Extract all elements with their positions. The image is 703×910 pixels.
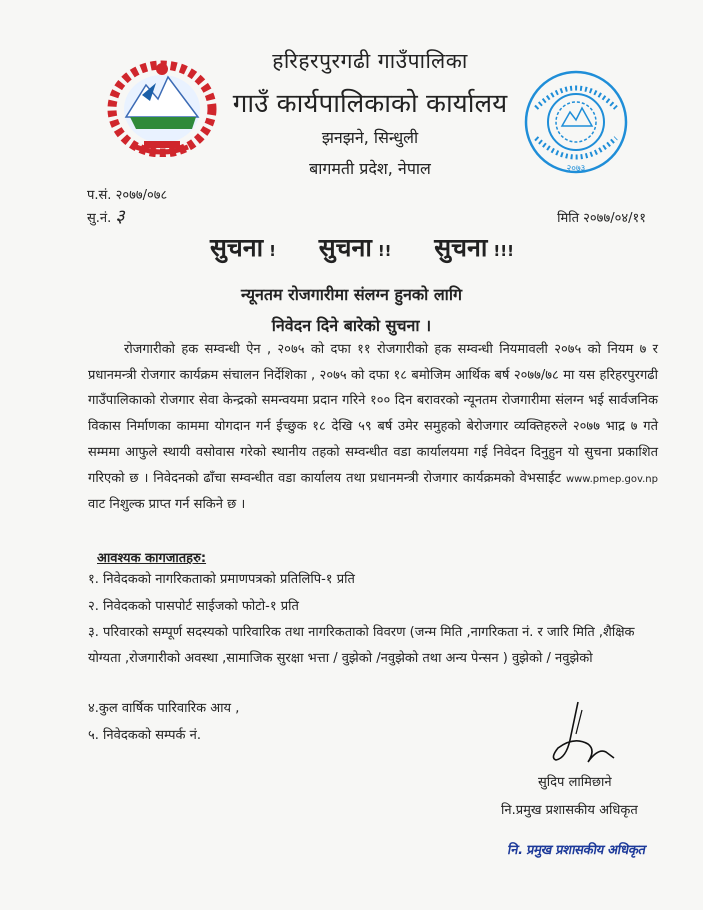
office-address: झनझने, सिन्धुली [321, 128, 419, 147]
requirement-item: १. निवेदकको नागरिकताको प्रमाणपत्रको प्रतिलिपि-१ प्रति [88, 572, 355, 587]
requirement-item: ३. परिवारको सम्पूर्ण सदस्यको पारिवारिक तथा नागरिकताको विवरण (जन्म मिति ,नागरिकता नं. र जारि मिति ,शैक्षिक योग्यता ,रोजगारीको अवस्था ,सामाजिक सुरक्षा भत्ता / वुझेको /नवुझेको तथा अन्य पेन्सन ) वुझेको / नवुझेको [88, 625, 635, 666]
notice-word-3: सुचना !!! [434, 233, 514, 262]
subject-line-2: निवेदन दिने बारेको सुचना । [271, 316, 432, 335]
chalani-number [87, 204, 125, 228]
signature-icon [548, 700, 618, 775]
notice-date: मिति २०७७/०४/११ [557, 211, 646, 226]
requirement-item: ४.कुल वार्षिक पारिवारिक आय , [88, 701, 240, 716]
requirements-title: आवश्यक कागजातहरु: [97, 551, 207, 566]
signatory-title: नि.प्रमुख प्रशासकीय अधिकृत [501, 803, 638, 818]
notice-word-2: सुचना !! [318, 233, 392, 262]
subject-line-1: न्यूनतम रोजगारीमा संलग्न हुनको लागि [241, 285, 462, 304]
notice-body [88, 337, 658, 518]
notice-heading [210, 230, 548, 264]
body-tail: वाट निशुल्क प्राप्त गर्न सकिने छ । [88, 497, 246, 513]
website-link[interactable]: www.pmep.gov.np [565, 473, 658, 485]
seal-year: २०७३ [566, 164, 586, 174]
notice-word-1: सुचना ! [210, 233, 276, 262]
municipality-name: हरिहरपुरगढी गाउँपालिका [272, 49, 468, 73]
body-paragraph: रोजगारीको हक सम्वन्धी ऐन , २०७५ को दफा ११ रोजगारीको हक सम्वन्धी नियमावली २०७५ को नियम ७ र प्रधानमन्त्री रोजगार कार्यक्रम संचालन निर्देशिका , २०७५ को दफा १८ बमोजिम आर्थिक बर्ष २०७७/७८ मा यस हरिहरपुरगढी गाउँपालिकाको रोजगार सेवा केन्द्रको समन्वयमा प्रदान गरिने १०० दिन बरावरको न्यूनतम रोजगारीमा संलग्न भई सार्वजनिक विकास निर्माणका काममा योगदान गर्न ईच्छुक १८ देखि ५९ बर्ष उमेर समुहको बेरोजगार व्यक्तिहरुले २०७७ भाद्र ७ गते सम्ममा आफुले स्थायी वसोवास गरेको स्थानीय तहको सम्वन्धीत वडा कार्यालयमा गई निवेदन दिनुहुन यो सुचना प्रकाशित गरिएको छ । निवेदनको ढाँचा सम्वन्धीत वडा कार्यालय तथा प्रधानमन्त्री रोजगार कार्यक्रमको वेभसाईट [88, 342, 658, 486]
office-province: बागमती प्रदेश, नेपाल [309, 159, 431, 178]
office-name: गाउँ कार्यपालिकाको कार्यालय [232, 89, 508, 119]
designation-stamp: नि. प्रमुख प्रशासकीय अधिकृत [506, 843, 647, 858]
signatory-name: सुदिप लामिछाने [538, 775, 612, 790]
chalani-label: सु.नं. [87, 211, 112, 226]
chalani-value: ३ [115, 206, 125, 227]
requirement-item: ५. निवेदकको सम्पर्क नं. [88, 728, 201, 743]
fiscal-year-ref: प.सं. २०७७/०७८ [87, 188, 168, 203]
requirement-item: २. निवेदकको पासपोर्ट साईजको फोटो-१ प्रति [88, 599, 299, 614]
